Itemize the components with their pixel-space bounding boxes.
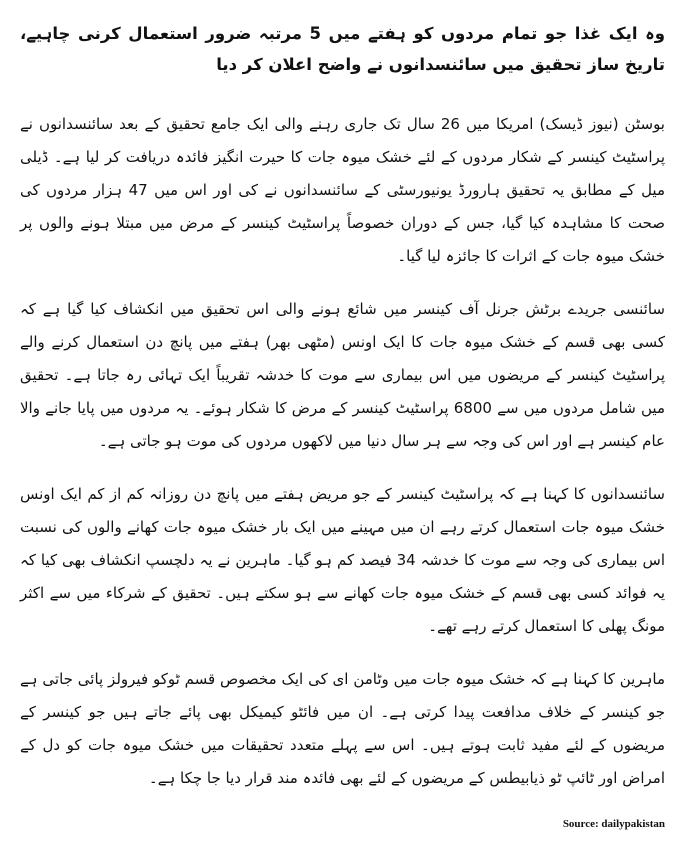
article-paragraph-2: سائنسی جریدے برٹش جرنل آف کینسر میں شائع ہونے والی اس تحقیق میں انکشاف کیا گیا ہے کہ کسی بھی قسم کے خشک میوہ جات کا ایک اونس (مٹھی بھر) ہفتے میں پانچ دن استعمال کرنے والے پراسٹیٹ کینسر کے مریضوں میں اس بیماری سے موت کا خدشہ تقریباً ایک تہائی رہ جاتا ہے۔ تحقیق میں شامل مردوں میں سے 6800 پراسٹیٹ کینسر کے مرض کا شکار ہوئے۔ یہ مردوں میں پایا جانے والا عام کینسر ہے اور اس کی وجہ سے ہر سال دنیا میں لاکھوں مردوں کی موت ہو جاتی ہے۔ bbox=[20, 300, 665, 450]
source-credit: Source: dailypakistan bbox=[562, 818, 665, 830]
article-paragraph-3: سائنسدانوں کا کہنا ہے کہ پراسٹیٹ کینسر کے جو مریض ہفتے میں پانچ دن روزانہ کم از کم ایک اونس خشک میوہ جات استعمال کرتے رہے ان میں مہینے میں ایک بار خشک میوہ جات کھانے والوں کی نسبت اس بیماری کی وجہ سے موت کا خدشہ 34 فیصد کم ہو گیا۔ ماہرین نے یہ دلچسپ انکشاف بھی کیا کہ یہ فوائد کسی بھی قسم کے خشک میوہ جات کھانے سے ہو سکتے ہیں۔ تحقیق کے شرکاء میں سے اکثر مونگ پھلی کا استعمال کرتے رہے تھے۔ bbox=[20, 485, 665, 635]
article-paragraph-1: بوسٹن (نیوز ڈیسک) امریکا میں 26 سال تک جاری رہنے والی ایک جامع تحقیق کے بعد سائنسدانوں نے پراسٹیٹ کینسر کے شکار مردوں کے لئے خشک میوہ جات کا حیرت انگیز فائدہ دریافت کر لیا ہے۔ ڈیلی میل کے مطابق یہ تحقیق ہارورڈ یونیورسٹی کے سائنسدانوں نے کی اور اس میں 47 ہزار مردوں کی صحت کا مشاہدہ کیا گیا، جس کے دوران خصوصاً پراسٹیٹ کینسر کے مرض میں مبتلا ہونے والوں پر خشک میوہ جات کے اثرات کا جائزہ لیا گیا۔ bbox=[20, 115, 665, 265]
article-headline: وہ ایک غذا جو تمام مردوں کو ہفتے میں 5 مرتبہ ضرور استعمال کرنی چاہیے، تاریخ ساز تحقیق میں سائنسدانوں نے واضح اعلان کر دیا bbox=[20, 24, 665, 74]
article-paragraph-4: ماہرین کا کہنا ہے کہ خشک میوہ جات میں وٹامن ای کی ایک مخصوص قسم ٹوکو فیرولز پائی جاتی ہے جو کینسر کے خلاف مدافعت پیدا کرتی ہے۔ ان میں فائٹو کیمیکل بھی پائے جاتے ہیں جو کینسر کے مریضوں کے لئے مفید ثابت ہوتے ہیں۔ اس سے پہلے متعدد تحقیقات میں خشک میوہ جات کو دل کے امراض اور ٹائپ ٹو ذیابیطس کے مریضوں کے لئے بھی فائدہ مند قرار دیا جا چکا ہے۔ bbox=[20, 670, 665, 787]
